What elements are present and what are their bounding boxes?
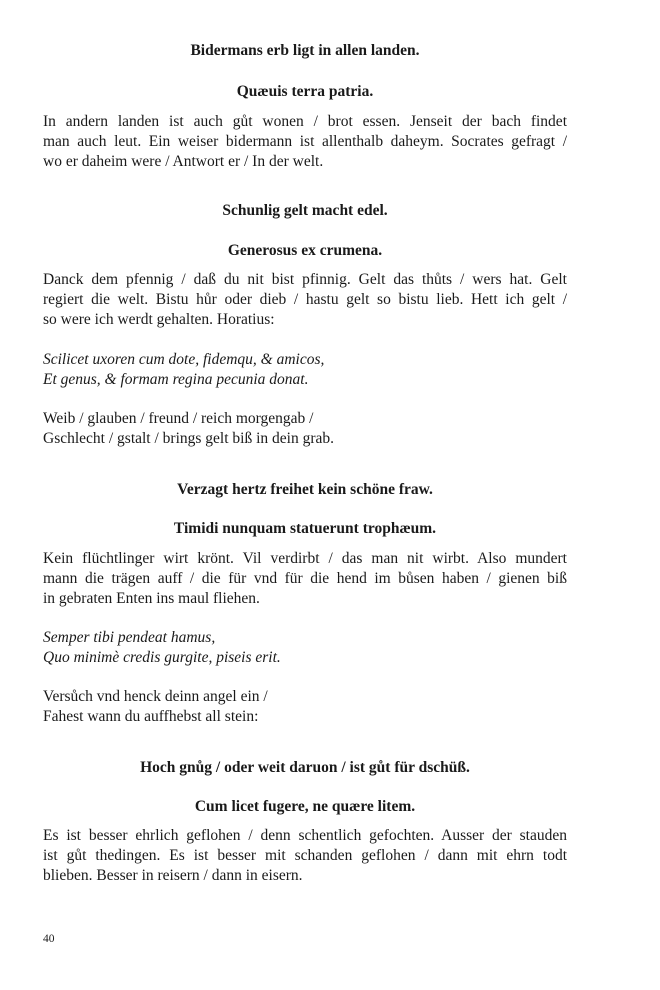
text-line: mann die trägen auff / die für vnd für die hend im bůsen haben / gienen biß xyxy=(43,570,567,587)
text-line: Danck dem pfennig / daß du nit bist pfinnig. Gelt das thůts / wers hat. Gelt xyxy=(43,271,567,288)
section-3-german-verse xyxy=(43,687,567,727)
text-line: In andern landen ist auch gůt wonen / brot essen. Jenseit der bach findet xyxy=(43,113,567,130)
text-line: man auch leut. Ein weiser bidermann ist allenthalb daheym. Socrates gefragt / xyxy=(43,133,567,150)
verse-line: Gschlecht / gstalt / brings gelt biß in dein grab. xyxy=(43,430,335,447)
section-2-title: Schunlig gelt macht edel. xyxy=(222,202,388,219)
verse-line: Et genus, & formam regina pecunia donat. xyxy=(43,371,309,388)
text-line: so were ich werdt gehalten. Horatius: xyxy=(43,311,275,328)
text-line: regiert die welt. Bistu hůr oder dieb / hastu gelt so bistu lieb. Hett ich gelt / xyxy=(43,291,567,308)
verse-line: Scilicet uxoren cum dote, fidemqu, & amicos, xyxy=(43,351,325,368)
section-3-paragraph xyxy=(43,549,567,609)
section-2-german-verse xyxy=(43,409,567,449)
text-line: in gebraten Enten ins maul fliehen. xyxy=(43,590,260,607)
section-1-paragraph xyxy=(43,112,567,172)
section-3-latin-verse xyxy=(43,628,567,668)
section-2-latin-title: Generosus ex crumena. xyxy=(227,242,383,259)
section-4-latin-title: Cum licet fugere, ne quære litem. xyxy=(194,798,416,815)
section-2-paragraph xyxy=(43,270,567,330)
verse-line: Semper tibi pendeat hamus, xyxy=(43,629,216,646)
section-2-latin-verse xyxy=(43,350,567,390)
text-line: Kein flüchtlinger wirt krönt. Vil verdirbt / das man nit wirbt. Also mundert xyxy=(43,550,567,567)
section-3-title: Verzagt hertz freihet kein schöne fraw. xyxy=(177,481,433,498)
verse-line: Fahest wann du auffhebst all stein: xyxy=(43,708,259,725)
section-1-title: Bidermans erb ligt in allen landen. xyxy=(190,42,420,59)
section-3-latin-title: Timidi nunquam statuerunt trophæum. xyxy=(173,520,437,537)
verse-line: Weib / glauben / freund / reich morgengab / xyxy=(43,410,314,427)
section-4-paragraph xyxy=(43,826,567,886)
verse-line: Versůch vnd henck deinn angel ein / xyxy=(43,688,268,705)
section-1-latin-title: Quæuis terra patria. xyxy=(236,83,374,100)
verse-line: Quo minimè credis gurgite, piseis erit. xyxy=(43,649,281,666)
text-line: Es ist besser ehrlich geflohen / denn schentlich gefochten. Ausser der stauden xyxy=(43,827,567,844)
page-number: 40 xyxy=(43,933,55,945)
text-line: wo er daheim were / Antwort er / In der welt. xyxy=(43,153,324,170)
text-line: blieben. Besser in reisern / dann in eisern. xyxy=(43,867,303,884)
text-line: ist gůt thedingen. Es ist besser mit schanden geflohen / dann mit ehrn todt xyxy=(43,847,567,864)
section-4-title: Hoch gnůg / oder weit daruon / ist gůt für dschüß. xyxy=(140,759,470,776)
